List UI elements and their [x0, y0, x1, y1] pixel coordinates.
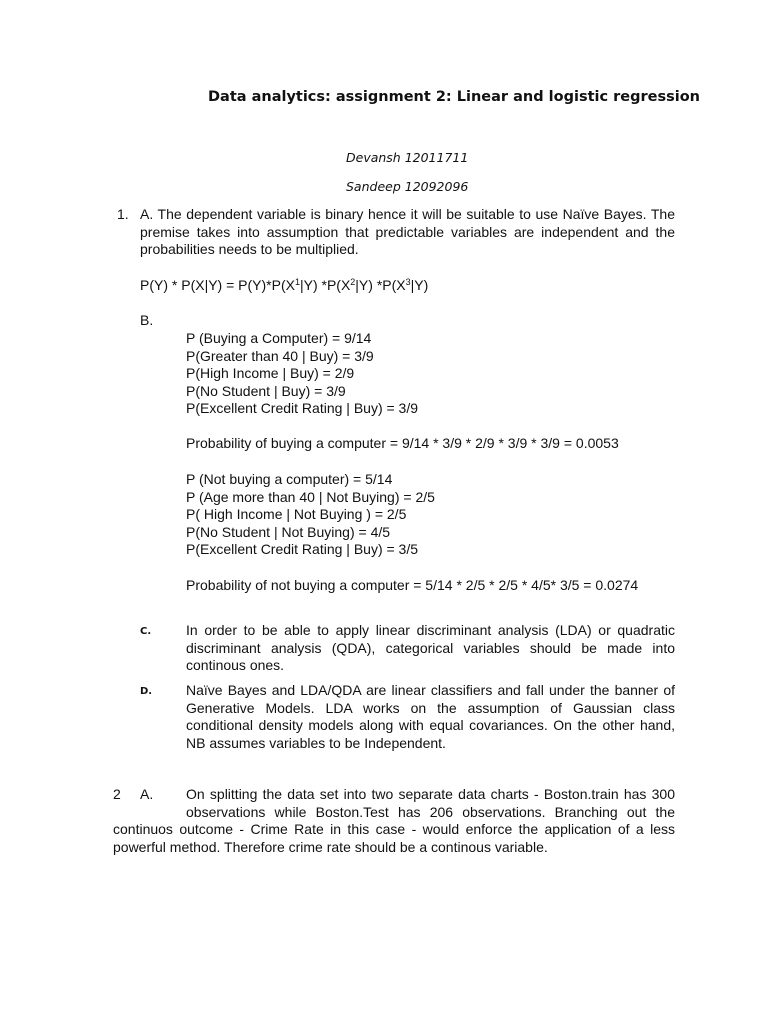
not-buy-prob-4: P(No Student | Not Buying) = 4/5: [186, 523, 391, 540]
not-buy-result: Probability of not buying a computer = 5/14 * 2/5 * 2/5 * 4/5* 3/5 = 0.0274: [186, 577, 639, 593]
question-1-number: 1.: [117, 206, 129, 222]
d-line-1: Naïve Bayes and LDA/QDA are linear classifiers and fall under the banner of: [186, 682, 675, 698]
c-line-2: discriminant analysis (QDA), categorical variables should be made into: [186, 639, 675, 656]
formula-part: |Y) *P(X: [355, 277, 406, 293]
part-c-label: C.: [140, 626, 152, 637]
author-2: Sandeep 12092096: [346, 179, 469, 194]
author-1: Devansh 12011711: [346, 150, 469, 165]
document-title: Data analytics: assignment 2: Linear and logistic regression: [208, 89, 700, 105]
buy-prob-3: P(High Income | Buy) = 2/9: [186, 365, 355, 381]
buy-prob-5: P(Excellent Credit Rating | Buy) = 3/9: [186, 400, 419, 416]
formula-superscript: 2: [350, 277, 356, 287]
formula-superscript: 3: [405, 277, 411, 287]
q1a-line-2: premise takes into assumption that predictable variables are independent and the: [140, 223, 675, 240]
question-2a-text-rest: [113, 821, 675, 856]
formula-superscript: 1: [294, 277, 300, 287]
not-buy-prob-5: P(Excellent Credit Rating | Buy) = 3/5: [186, 541, 419, 557]
q2-line-4: powerful method. Therefore crime rate should be a continous variable.: [113, 838, 548, 855]
question-2a-text-2: [186, 804, 675, 822]
buy-probabilities: [186, 330, 418, 418]
q2-line-2: observations while Boston.Test has 206 observations. Branching out the: [186, 803, 675, 820]
formula-part: P(Y) * P(X|Y) = P(Y)*P(X: [140, 277, 295, 293]
q1a-line-3: probabilities needs to be multiplied.: [140, 241, 359, 257]
question-2a-text-top: [186, 786, 675, 804]
bayes-formula: [140, 277, 428, 295]
q2-line-1: On splitting the data set into two separate data charts - Boston.train has 300: [186, 786, 675, 802]
q2-line-3: continuos outcome - Crime Rate in this case - would enforce the application of a less: [113, 821, 675, 837]
part-c-text: [186, 622, 675, 675]
not-buy-prob-1: P (Not buying a computer) = 5/14: [186, 471, 393, 487]
buy-prob-1: P (Buying a Computer) = 9/14: [186, 330, 372, 346]
d-line-3: conditional density models along with equal covariances. On the other hand,: [186, 717, 675, 733]
not-buy-prob-3: P( High Income | Not Buying ) = 2/5: [186, 506, 407, 522]
buy-prob-2: P(Greater than 40 | Buy) = 3/9: [186, 347, 374, 364]
question-2-number: 2: [113, 786, 121, 802]
formula-part: |Y): [410, 277, 429, 293]
q1a-line-1: A. The dependent variable is binary hence it will be suitable to use Naïve Bayes. The: [140, 206, 675, 222]
question-1a-text: [140, 206, 675, 259]
part-d-text: [186, 682, 675, 752]
question-2a-label: A.: [140, 786, 154, 802]
buy-prob-4: P(No Student | Buy) = 3/9: [186, 382, 346, 399]
buy-result: Probability of buying a computer = 9/14 * 3/9 * 2/9 * 3/9 * 3/9 = 0.0053: [186, 435, 619, 451]
part-d-label: D.: [140, 686, 153, 697]
d-line-2: Generative Models. LDA works on the assumption of Gaussian class: [186, 699, 675, 716]
c-line-3: continous ones.: [186, 657, 285, 673]
formula-part: |Y) *P(X: [299, 277, 351, 293]
c-line-1: In order to be able to apply linear discriminant analysis (LDA) or quadratic: [186, 622, 675, 638]
part-b-label: B.: [140, 312, 154, 328]
not-buy-probabilities: [186, 471, 435, 559]
d-line-4: NB assumes variables to be Independent.: [186, 734, 446, 751]
not-buy-prob-2: P (Age more than 40 | Not Buying) = 2/5: [186, 488, 435, 505]
